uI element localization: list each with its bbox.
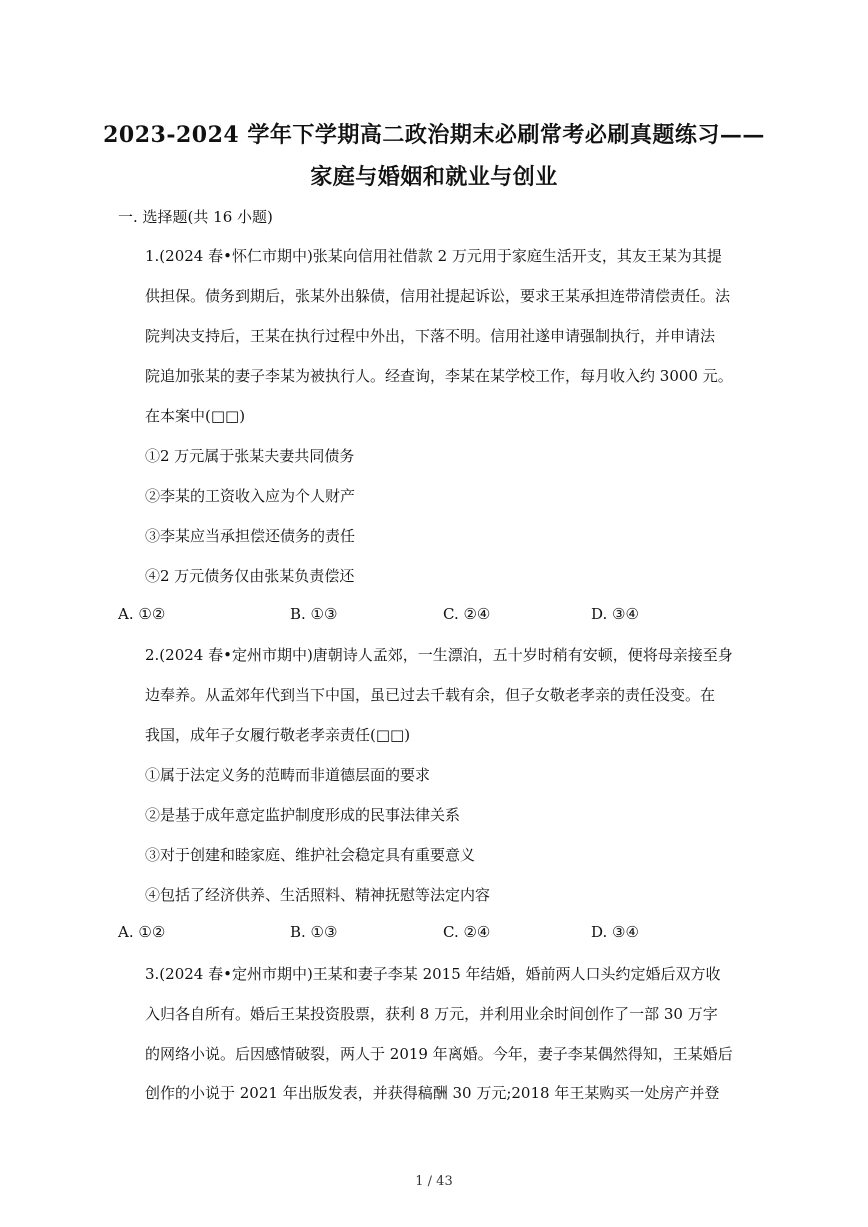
q1-line-4: 院追加张某的妻子李某为被执行人。经查询，李某在某学校工作，每月收入约 3000 元。 bbox=[145, 367, 733, 385]
q1-option-a: A. ①② bbox=[118, 605, 166, 623]
q2-option-c: C. ②④ bbox=[443, 923, 491, 941]
q1-item-1: ①2 万元属于张某夫妻共同债务 bbox=[145, 447, 355, 465]
section-heading: 一. 选择题(共 16 小题) bbox=[118, 208, 273, 226]
q2-item-3: ③对于创建和睦家庭、维护社会稳定具有重要意义 bbox=[145, 846, 476, 864]
page-number: 1 / 43 bbox=[415, 1174, 453, 1189]
q2-item-4: ④包括了经济供养、生活照料、精神抚慰等法定内容 bbox=[145, 886, 491, 904]
q1-option-d: D. ③④ bbox=[591, 605, 639, 623]
q3-line-3: 的网络小说。后因感情破裂，两人于 2019 年离婚。今年，妻子李某偶然得知，王某婚后 bbox=[145, 1045, 733, 1063]
q1-options bbox=[118, 605, 818, 625]
q1-line-1: 1.(2024 春•怀仁市期中)张某向信用社借款 2 万元用于家庭生活开支，其友王某为其提 bbox=[145, 247, 722, 265]
q3-line-2: 入归各自所有。婚后王某投资股票，获利 8 万元，并利用业余时间创作了一部 30 万字 bbox=[145, 1005, 718, 1023]
q2-item-2: ②是基于成年意定监护制度形成的民事法律关系 bbox=[145, 806, 461, 824]
q2-line-1: 2.(2024 春•定州市期中)唐朝诗人孟郊，一生漂泊，五十岁时稍有安顿，便将母亲接至身 bbox=[145, 646, 733, 664]
q2-line-2: 边奉养。从孟郊年代到当下中国，虽已过去千载有余，但子女敬老孝亲的责任没变。在 bbox=[145, 686, 716, 704]
q1-item-2: ②李某的工资收入应为个人财产 bbox=[145, 487, 356, 505]
q1-line-3: 院判决支持后，王某在执行过程中外出，下落不明。信用社遂申请强制执行，并申请法 bbox=[145, 327, 716, 345]
q2-line-3: 我国，成年子女履行敬老孝亲责任(□□) bbox=[145, 726, 411, 744]
q2-option-b: B. ①③ bbox=[290, 923, 338, 941]
q1-line-2: 供担保。债务到期后，张某外出躲债，信用社提起诉讼，要求王某承担连带清偿责任。法 bbox=[145, 287, 731, 305]
q1-option-b: B. ①③ bbox=[290, 605, 338, 623]
doc-title-line2: 家庭与婚姻和就业与创业 bbox=[310, 164, 558, 190]
q1-line-5: 在本案中(□□) bbox=[145, 407, 246, 425]
doc-title-line1: 2023-2024 学年下学期高二政治期末必刷常考必刷真题练习—— bbox=[103, 122, 765, 148]
q1-item-4: ④2 万元债务仅由张某负责偿还 bbox=[145, 567, 355, 585]
q1-item-3: ③李某应当承担偿还债务的责任 bbox=[145, 527, 356, 545]
q2-options bbox=[118, 923, 818, 943]
q2-option-a: A. ①② bbox=[118, 923, 166, 941]
q2-option-d: D. ③④ bbox=[591, 923, 639, 941]
q2-item-1: ①属于法定义务的范畴而非道德层面的要求 bbox=[145, 766, 431, 784]
q1-option-c: C. ②④ bbox=[443, 605, 491, 623]
q3-line-4: 创作的小说于 2021 年出版发表，并获得稿酬 30 万元;2018 年王某购买一处房产并登 bbox=[145, 1084, 720, 1102]
q3-line-1: 3.(2024 春•定州市期中)王某和妻子李某 2015 年结婚，婚前两人口头约定婚后双方收 bbox=[145, 965, 721, 983]
